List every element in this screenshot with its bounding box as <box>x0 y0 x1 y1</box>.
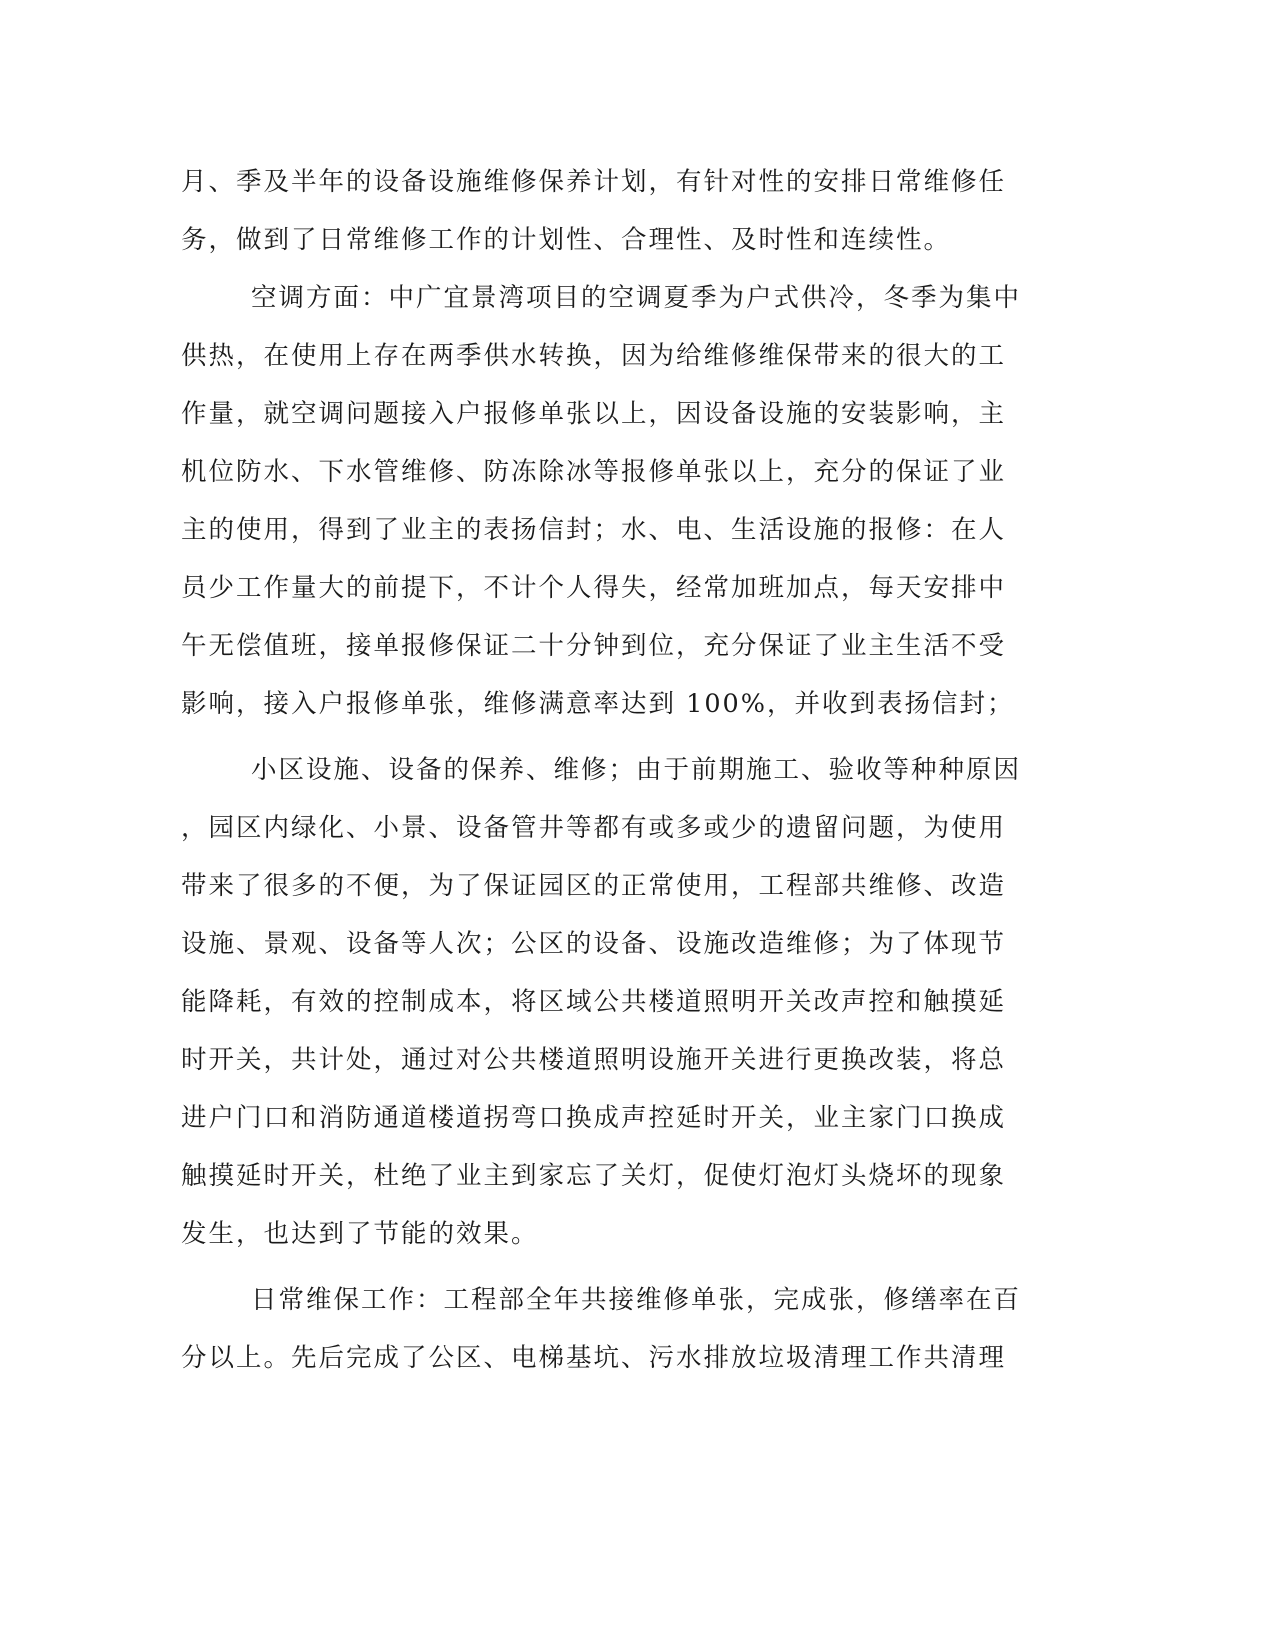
text-line: 发生，也达到了节能的效果。 <box>181 1219 539 1249</box>
text-line: 供热，在使用上存在两季供水转换，因为给维修维保带来的很大的工 <box>181 341 1007 371</box>
text-line: 带来了很多的不便，为了保证园区的正常使用，工程部共维修、改造 <box>181 871 1007 901</box>
text-line: 时开关，共计处，通过对公共楼道照明设施开关进行更换改装，将总 <box>181 1045 1007 1075</box>
text-line: 能降耗，有效的控制成本，将区域公共楼道照明开关改声控和触摸延 <box>181 987 1007 1017</box>
text-line: 午无偿值班，接单报修保证二十分钟到位，充分保证了业主生活不受 <box>181 631 1007 661</box>
text-line: ，园区内绿化、小景、设备管井等都有或多或少的遗留问题，为使用 <box>181 813 1007 843</box>
text-line: 影响，接入户报修单张，维修满意率达到 100%，并收到表扬信封； <box>181 689 1015 719</box>
paragraph-first-line: 小区设施、设备的保养、维修；由于前期施工、验收等种种原因 <box>251 755 1022 785</box>
text-line: 进户门口和消防通道楼道拐弯口换成声控延时开关，业主家门口换成 <box>181 1103 1007 1133</box>
text-line: 员少工作量大的前提下，不计个人得失，经常加班加点，每天安排中 <box>181 573 1007 603</box>
text-line: 月、季及半年的设备设施维修保养计划，有针对性的安排日常维修任 <box>181 167 1007 197</box>
text-line: 机位防水、下水管维修、防冻除冰等报修单张以上，充分的保证了业 <box>181 457 1007 487</box>
text-line: 分以上。先后完成了公区、电梯基坑、污水排放垃圾清理工作共清理 <box>181 1343 1007 1373</box>
text-line: 触摸延时开关，杜绝了业主到家忘了关灯，促使灯泡灯头烧坏的现象 <box>181 1161 1007 1191</box>
text-line: 主的使用，得到了业主的表扬信封；水、电、生活设施的报修：在人 <box>181 515 1007 545</box>
text-line: 务，做到了日常维修工作的计划性、合理性、及时性和连续性。 <box>181 225 952 255</box>
paragraph-first-line: 日常维保工作：工程部全年共接维修单张，完成张，修缮率在百 <box>251 1285 1022 1315</box>
paragraph-first-line: 空调方面：中广宜景湾项目的空调夏季为户式供冷，冬季为集中 <box>251 283 1022 313</box>
text-line: 作量，就空调问题接入户报修单张以上，因设备设施的安装影响，主 <box>181 399 1007 429</box>
text-line: 设施、景观、设备等人次；公区的设备、设施改造维修；为了体现节 <box>181 929 1007 959</box>
